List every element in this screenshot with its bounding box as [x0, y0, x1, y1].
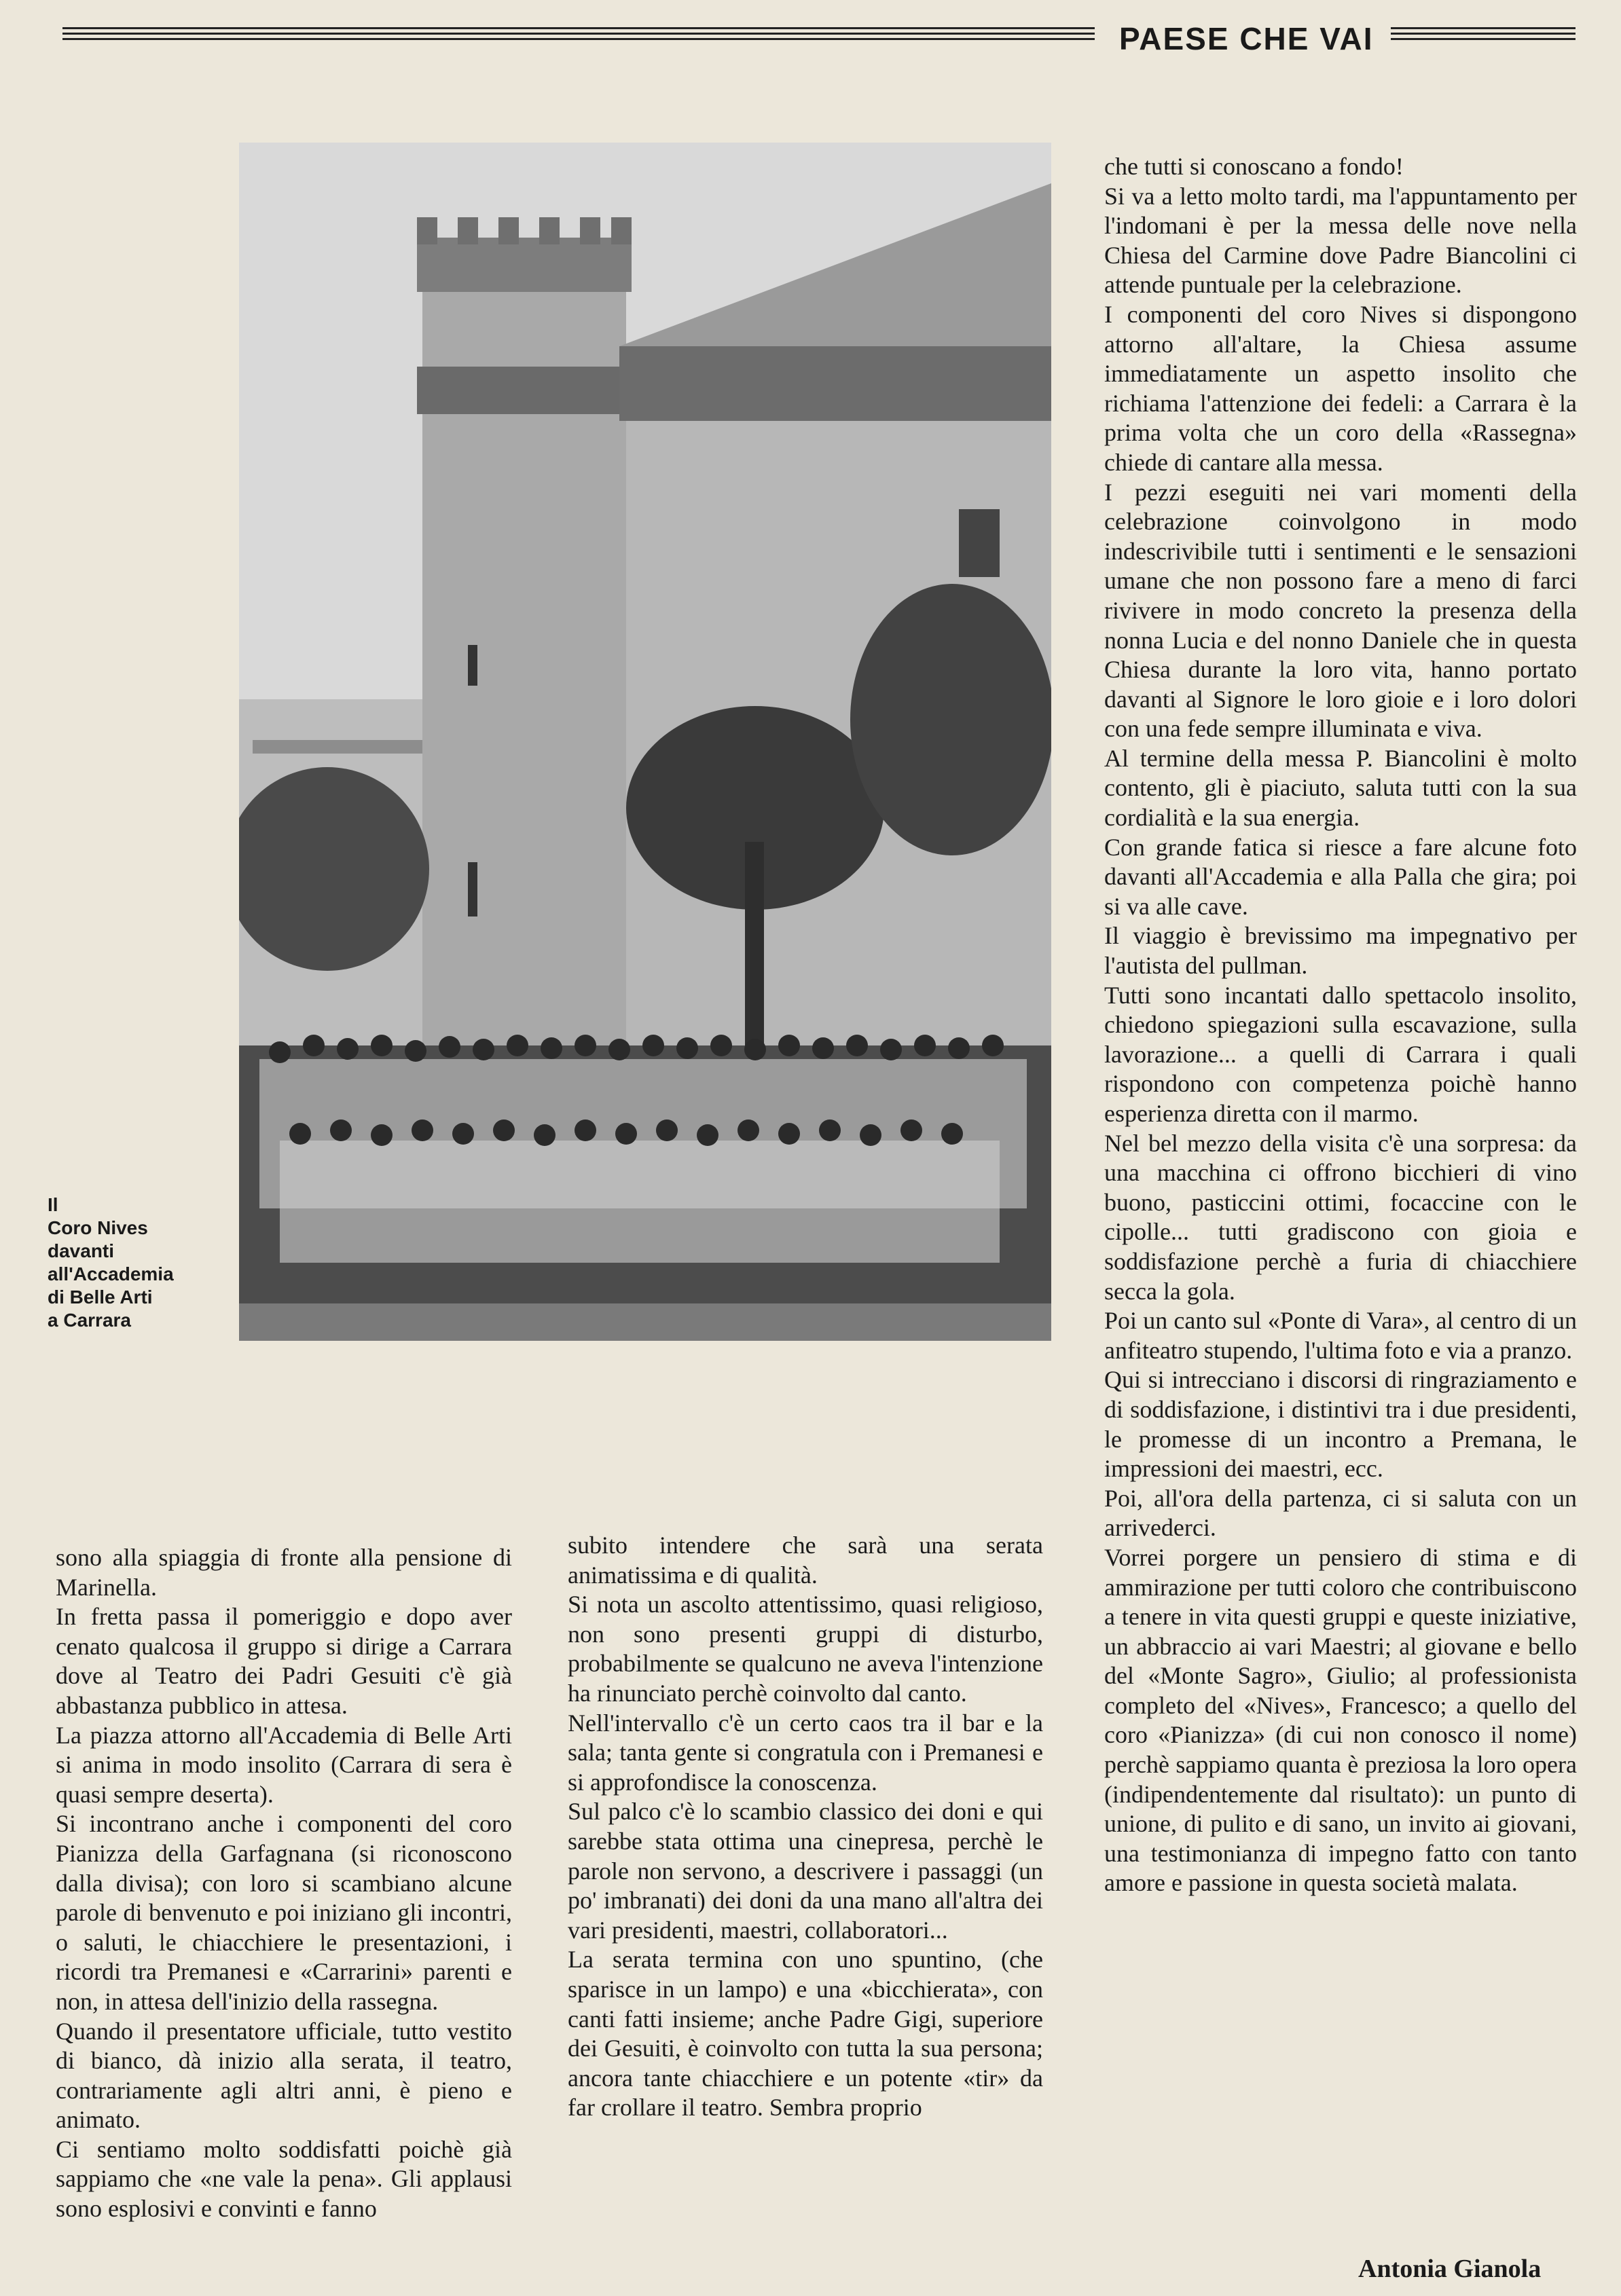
paragraph: Il viaggio è brevissimo ma impegnativo per l'autista del pullman. — [1104, 922, 1577, 980]
choir-photo — [239, 143, 1051, 1341]
article-column-3 — [1104, 152, 1577, 1898]
paragraph: che tutti si conoscano a fondo! — [1104, 153, 1404, 180]
caption-line: a Carrara — [48, 1310, 131, 1331]
paragraph: I componenti del coro Nives si dispongono attorno all'altare, la Chiesa assume immediatamente un aspetto insolito che richiama l'attenzione dei fedeli: a Carrara è la prima volta che un coro della «Rassegna» chiede di cantare alla messa. — [1104, 300, 1577, 476]
paragraph: subito intendere che sarà una serata animatissima e di qualità. — [568, 1532, 1043, 1589]
paragraph: In fretta passa il pomeriggio e dopo aver cenato qualcosa il gruppo si dirige a Carrara dove al Teatro dei Padri Gesuiti c'è già abbastanza pubblico in attesa. — [56, 1603, 512, 1719]
paragraph: Poi un canto sul «Ponte di Vara», al centro di un anfiteatro stupendo, l'ultima foto e via a pranzo. — [1104, 1307, 1577, 1364]
paragraph: Sul palco c'è lo scambio classico dei doni e qui sarebbe stata ottima una cinepresa, perchè le parole non servono, a descrivere i passaggi (un po' imbranati) dei doni da una mano all'altra dei vari presidenti, maestri, collaboratori... — [568, 1798, 1043, 1944]
paragraph: La piazza attorno all'Accademia di Belle Arti si anima in modo insolito (Carrara di sera è quasi sempre deserta). — [56, 1721, 512, 1808]
paragraph: Tutti sono incantati dallo spettacolo insolito, chiedono spiegazioni sulla escavazione, sulla lavorazione... a quelli di Carrara i quali rispondono con competenza poichè hanno esperienza diretta con il marmo. — [1104, 981, 1577, 1127]
caption-line: Coro Nives — [48, 1217, 148, 1238]
caption-line: davanti — [48, 1240, 115, 1261]
section-title: PAESE CHE VAI — [1119, 21, 1374, 56]
header-rule-left — [62, 26, 1095, 39]
paragraph: sono alla spiaggia di fronte alla pensione di Marinella. — [56, 1544, 512, 1601]
paragraph: Nell'intervallo c'è un certo caos tra il bar e la sala; tanta gente si congratula con i Premanesi e si approfondisce la conoscenza. — [568, 1709, 1043, 1796]
paragraph: La serata termina con uno spuntino, (che sparisce in un lampo) e una «bicchierata», con canti fatti insieme; anche Padre Gigi, superiore dei Gesuiti, è coinvolto con tutta la sua persona; ancora tante chiacchiere e un potente «tir» da far crollare il teatro. Sembra proprio — [568, 1946, 1043, 2122]
paragraph: Con grande fatica si riesce a fare alcune foto davanti all'Accademia e alla Palla che gira; poi si va alle cave. — [1104, 833, 1577, 920]
paragraph: Si nota un ascolto attentissimo, quasi religioso, non sono presenti gruppi di disturbo, probabilmente se qualcuno ne aveva l'intenzione ha rinunciato perchè coinvolto dal canto. — [568, 1591, 1043, 1707]
paragraph: Qui si intrecciano i discorsi di ringraziamento e di soddisfazione, i distintivi tra i due presidenti, le promesse di un incontro a Premana, le impressioni dei maestri, ecc. — [1104, 1366, 1577, 1483]
paragraph: Ci sentiamo molto soddisfatti poichè già sappiamo che «ne vale la pena». Gli applausi sono esplosivi e convinti e fanno — [56, 2135, 512, 2223]
paragraph: Quando il presentatore ufficiale, tutto vestito di bianco, dà inizio alla serata, il teatro, contrariamente agli altri anni, è pieno e animato. — [56, 2017, 512, 2134]
paragraph: Al termine della messa P. Biancolini è molto contento, gli è piaciuto, saluta tutti con la sua cordialità e la sua energia. — [1104, 744, 1577, 832]
caption-line: di Belle Arti — [48, 1286, 153, 1308]
caption-line: Il — [48, 1194, 58, 1215]
paragraph: Nel bel mezzo della visita c'è una sorpresa: da una macchina ci offrono bicchieri di vino buono, pasticcini ottimi, focaccine con le cipolle... tutti gradiscono con gioia e soddisfazione perchè a furia di chiacchiere secca la gola. — [1104, 1129, 1577, 1305]
photo-caption — [48, 1193, 224, 1332]
paragraph: Poi, all'ora della partenza, ci si saluta con un arrivederci. — [1104, 1484, 1577, 1542]
paragraph: Si va a letto molto tardi, ma l'appuntamento per l'indomani è per la messa delle nove nella Chiesa del Carmine dove Padre Biancolini ci attende puntuale per la celebrazione. — [1104, 182, 1577, 299]
article-column-1 — [56, 1543, 512, 2224]
paragraph: Vorrei porgere un pensiero di stima e di ammirazione per tutti coloro che contribuiscono a tenere in vita questi gruppi e queste iniziative, un abbraccio ai vari Maestri; al giovane e bello del «Monte Sagro», Giulio; al professionista completo del «Nives», Francesco; a quello del coro «Pianizza» (di cui non conosco il nome) perchè sappiamo quanta è preziosa la loro opera (indipendentemente dal risultato): un punto di unione, di pulito e di sano, un invito ai giovani, una testimonianza di impegno fatto con tanto amore e passione in questa società malata. — [1104, 1543, 1577, 1897]
header-rule-right — [1391, 26, 1576, 39]
paragraph: Si incontrano anche i componenti del coro Pianizza della Garfagnana (si riconoscono dalla divisa); con loro si scambiano alcune parole di benvenuto e poi iniziano gli incontri, o saluti, le chiacchiere le presentazioni, i ricordi tra Premanesi e «Carrarini» parenti e non, in attesa dell'inizio della rassegna. — [56, 1810, 512, 2015]
caption-line: all'Accademia — [48, 1263, 174, 1284]
article-column-2 — [568, 1531, 1043, 2123]
author-signature: Antonia Gianola — [1358, 2255, 1542, 2283]
paragraph: I pezzi eseguiti nei vari momenti della celebrazione coinvolgono in modo indescrivibile tutti i sentimenti e le sensazioni umane che non possono fare a meno di farci rivivere in modo concreto la presenza della nonna Lucia e del nonno Daniele che in questa Chiesa durante la loro vita, hanno portato davanti al Signore le loro gioie e i loro dolori con una fede sempre illuminata e viva. — [1104, 478, 1577, 743]
